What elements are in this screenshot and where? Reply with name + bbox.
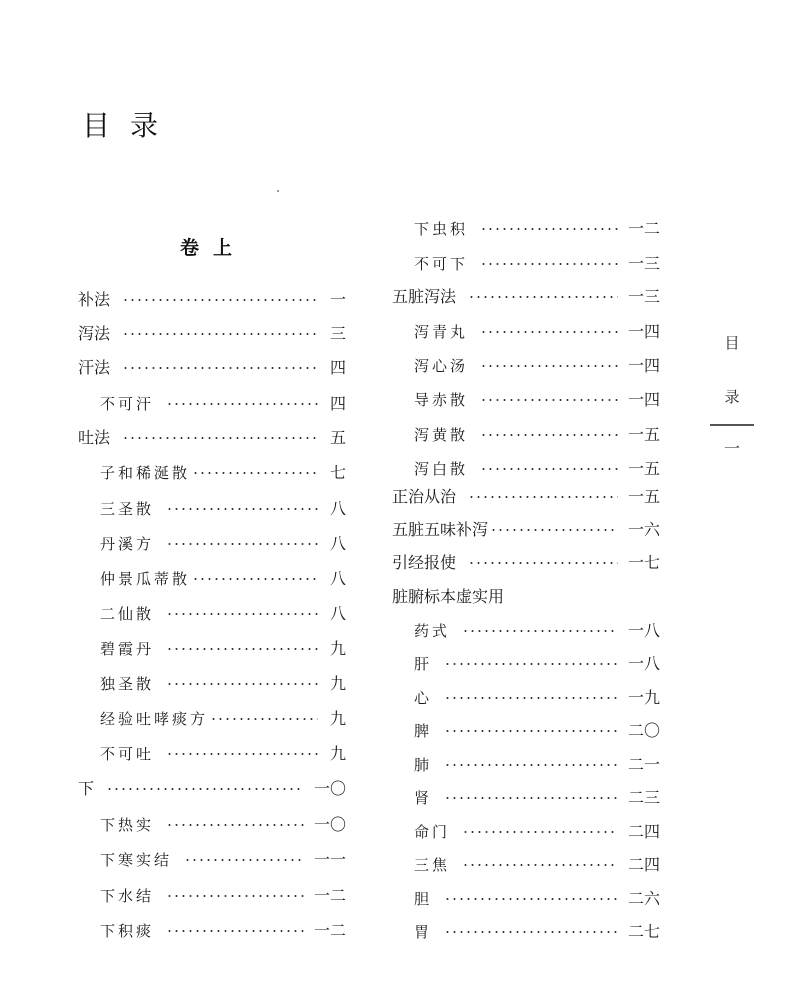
- dot-leader: [468, 496, 618, 498]
- dot-leader: [480, 434, 618, 436]
- toc-entry-page: 二六: [627, 889, 660, 908]
- toc-entry-page: 一五: [627, 487, 660, 506]
- toc-entry: [392, 919, 660, 945]
- toc-entry-page: 八: [329, 499, 346, 518]
- toc-entry-label: 泻白散: [414, 460, 469, 478]
- dot-leader: [468, 562, 618, 564]
- dot-leader: [490, 529, 618, 531]
- toc-entry-page: 九: [329, 674, 346, 693]
- toc-entry-page: 一二: [627, 219, 660, 238]
- toc-entry: [392, 685, 660, 711]
- toc-entry-page: 一五: [627, 459, 660, 478]
- toc-entry: [78, 776, 346, 802]
- toc-entry-page: 二四: [627, 822, 660, 841]
- toc-entry: [78, 601, 346, 627]
- dot-leader: [444, 898, 618, 900]
- dot-leader: [166, 753, 318, 755]
- toc-entry-page: 五: [329, 428, 346, 447]
- toc-entry: [78, 391, 346, 417]
- toc-entry-label: 五脏五味补泻: [392, 520, 489, 539]
- dot-leader: [444, 931, 618, 933]
- toc-entry: [78, 496, 346, 522]
- dot-leader: [184, 859, 304, 861]
- dot-leader: [192, 472, 318, 474]
- dot-leader: [122, 333, 318, 335]
- toc-entry-page: 九: [329, 744, 346, 763]
- toc-entry-label: 三焦: [414, 856, 451, 874]
- toc-entry-label: 脾: [414, 722, 433, 740]
- toc-entry-label: 下虫积: [414, 220, 469, 238]
- dot-leader: [462, 630, 618, 632]
- side-tab-char-2: 录: [724, 388, 740, 406]
- toc-entry-label: 泻法: [78, 324, 111, 343]
- toc-entry-page: 一三: [627, 254, 660, 273]
- toc-entry-label: 脏腑标本虚实用: [392, 587, 505, 606]
- toc-entry-page: 九: [329, 709, 346, 728]
- toc-entry: [78, 566, 346, 592]
- toc-entry-label: 碧霞丹: [100, 640, 155, 658]
- toc-entry-page: 八: [329, 604, 346, 623]
- toc-entry-page: 八: [329, 569, 346, 588]
- dot-leader: [210, 718, 318, 720]
- toc-entry-page: 一四: [627, 322, 660, 341]
- toc-entry-label: 五脏泻法: [392, 287, 457, 306]
- dot-leader: [166, 648, 318, 650]
- toc-entry: [392, 284, 660, 310]
- toc-entry-label: 不可吐: [100, 745, 155, 763]
- toc-entry-page: 一四: [627, 356, 660, 375]
- toc-entry-page: 二七: [627, 922, 660, 941]
- print-speck: [277, 190, 279, 192]
- dot-leader: [166, 824, 304, 826]
- toc-entry-label: 胃: [414, 923, 433, 941]
- side-tab-char-1: 目: [724, 334, 740, 352]
- toc-entry-page: 二〇: [627, 721, 660, 740]
- toc-entry: [78, 847, 346, 873]
- toc-entry-label: 胆: [414, 890, 433, 908]
- toc-entry-page: 一〇: [313, 779, 346, 798]
- toc-entry-label: 子和稀涎散: [100, 464, 191, 482]
- toc-entry: [392, 785, 660, 811]
- dot-leader: [166, 403, 318, 405]
- dot-leader: [166, 508, 318, 510]
- toc-entry-label: 仲景瓜蒂散: [100, 570, 191, 588]
- toc-entry-label: 吐法: [78, 428, 111, 447]
- dot-leader: [166, 895, 304, 897]
- toc-entry-label: 下积痰: [100, 922, 155, 940]
- toc-entry-label: 不可下: [414, 255, 469, 273]
- dot-leader: [166, 683, 318, 685]
- toc-entry-page: 一三: [627, 287, 660, 306]
- toc-entry: [392, 456, 660, 482]
- toc-entry: [392, 216, 660, 242]
- toc-entry: [78, 425, 346, 451]
- dot-leader: [166, 543, 318, 545]
- toc-entry-label: 泻黄散: [414, 426, 469, 444]
- dot-leader: [462, 864, 618, 866]
- toc-entry: [78, 321, 346, 347]
- dot-leader: [122, 437, 318, 439]
- toc-entry: [78, 671, 346, 697]
- toc-entry: [392, 886, 660, 912]
- toc-entry-label: 药式: [414, 622, 451, 640]
- toc-entry: [392, 651, 660, 677]
- page-number: 一: [723, 439, 740, 458]
- toc-entry-page: 八: [329, 534, 346, 553]
- toc-entry: [392, 484, 660, 510]
- dot-leader: [444, 730, 618, 732]
- toc-entry-label: 三圣散: [100, 500, 155, 518]
- toc-entry: [392, 584, 660, 610]
- toc-entry-page: 一二: [313, 886, 346, 905]
- toc-entry-label: 肾: [414, 789, 433, 807]
- toc-entry-label: 补法: [78, 290, 111, 309]
- toc-entry-page: 一六: [627, 520, 660, 539]
- dot-leader: [192, 578, 318, 580]
- toc-entry-page: 二三: [627, 788, 660, 807]
- toc-entry-label: 泻心汤: [414, 357, 469, 375]
- toc-entry: [78, 812, 346, 838]
- toc-entry-page: 一二: [313, 921, 346, 940]
- dot-leader: [480, 263, 618, 265]
- toc-entry-page: 四: [329, 358, 346, 377]
- toc-entry-page: 一: [329, 290, 346, 309]
- toc-entry-label: 泻青丸: [414, 323, 469, 341]
- toc-entry-page: 一九: [627, 688, 660, 707]
- toc-entry-label: 下寒实结: [100, 851, 173, 869]
- dot-leader: [444, 697, 618, 699]
- toc-entry-page: 一四: [627, 390, 660, 409]
- toc-entry: [392, 319, 660, 345]
- toc-entry: [392, 387, 660, 413]
- toc-entry: [78, 636, 346, 662]
- dot-leader: [444, 764, 618, 766]
- toc-entry-page: 四: [329, 394, 346, 413]
- toc-entry-label: 经验吐哮痰方: [100, 710, 209, 728]
- toc-entry-page: 二一: [627, 755, 660, 774]
- toc-entry-label: 丹溪方: [100, 535, 155, 553]
- dot-leader: [462, 831, 618, 833]
- dot-leader: [468, 296, 618, 298]
- toc-entry-label: 下水结: [100, 887, 155, 905]
- toc-entry: [78, 531, 346, 557]
- dot-leader: [122, 299, 318, 301]
- dot-leader: [106, 788, 304, 790]
- toc-entry-label: 下: [78, 779, 95, 798]
- dot-leader: [480, 399, 618, 401]
- toc-entry-label: 正治从治: [392, 487, 457, 506]
- toc-entry-label: 命门: [414, 823, 451, 841]
- dot-leader: [480, 468, 618, 470]
- toc-entry-page: 一七: [627, 553, 660, 572]
- toc-entry: [392, 353, 660, 379]
- toc-entry: [392, 422, 660, 448]
- toc-entry: [392, 852, 660, 878]
- toc-entry-label: 引经报使: [392, 553, 457, 572]
- dot-leader: [444, 797, 618, 799]
- toc-entry: [78, 460, 346, 486]
- toc-entry-label: 汗法: [78, 358, 111, 377]
- toc-entry-page: 一一: [313, 850, 346, 869]
- toc-entry: [78, 287, 346, 313]
- toc-entry-page: 九: [329, 639, 346, 658]
- toc-entry-label: 二仙散: [100, 605, 155, 623]
- toc-entry-label: 下热实: [100, 816, 155, 834]
- toc-entry: [78, 918, 346, 944]
- toc-entry-page: 一八: [627, 654, 660, 673]
- toc-entry-label: 肺: [414, 756, 433, 774]
- dot-leader: [480, 228, 618, 230]
- dot-leader: [444, 663, 618, 665]
- toc-entry: [392, 251, 660, 277]
- toc-entry-label: 导赤散: [414, 391, 469, 409]
- toc-entry-label: 不可汗: [100, 395, 155, 413]
- dot-leader: [122, 367, 318, 369]
- side-tab-rule: [710, 424, 754, 426]
- toc-entry: [392, 550, 660, 576]
- toc-entry: [78, 355, 346, 381]
- toc-entry-label: 心: [414, 689, 433, 707]
- page-title: 目录: [82, 109, 179, 142]
- toc-entry: [392, 517, 660, 543]
- toc-entry-page: 七: [329, 463, 346, 482]
- side-tab: [712, 330, 752, 459]
- toc-entry-page: 一五: [627, 425, 660, 444]
- toc-entry: [78, 706, 346, 732]
- dot-leader: [480, 365, 618, 367]
- toc-entry-page: 二四: [627, 855, 660, 874]
- toc-entry: [78, 741, 346, 767]
- toc-entry: [392, 718, 660, 744]
- toc-entry: [392, 618, 660, 644]
- toc-entry-page: 一〇: [313, 815, 346, 834]
- volume-title: 卷上: [180, 237, 247, 259]
- toc-entry-page: 三: [329, 324, 346, 343]
- dot-leader: [166, 613, 318, 615]
- toc-entry: [78, 883, 346, 909]
- toc-entry: [392, 752, 660, 778]
- toc-entry-label: 肝: [414, 655, 433, 673]
- dot-leader: [166, 930, 304, 932]
- dot-leader: [480, 331, 618, 333]
- toc-entry: [392, 819, 660, 845]
- toc-entry-label: 独圣散: [100, 675, 155, 693]
- toc-entry-page: 一八: [627, 621, 660, 640]
